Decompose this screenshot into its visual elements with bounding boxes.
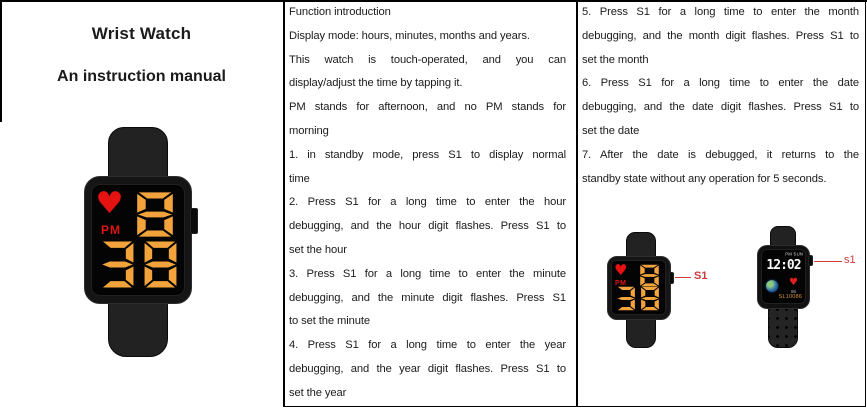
text-line: 4. Press S1 for a long time to enter the year	[289, 339, 566, 352]
paragraph	[289, 263, 566, 334]
text-line: PM stands for afternoon, and no PM stands for	[289, 101, 566, 114]
text-line: debugging, and the minute digit flashes. Press S1	[289, 291, 566, 304]
text-line: debugging, and the month digit flashes. Press S1 to	[582, 29, 859, 42]
column-divider-1	[283, 0, 285, 407]
paragraph	[289, 1, 566, 25]
watch-photo-main	[80, 105, 210, 405]
callout-line	[814, 261, 842, 262]
heart-icon: ♥	[789, 277, 798, 288]
instructions-column-2	[582, 1, 859, 191]
paragraph	[582, 72, 859, 143]
earth-icon	[766, 280, 778, 292]
table-border-left	[0, 0, 2, 122]
paragraph	[289, 49, 566, 97]
watch-screen	[761, 249, 806, 304]
text-line: 6. Press S1 for a long time to enter the date	[582, 77, 859, 90]
text-line: Display mode: hours, minutes, months and years.	[289, 29, 530, 42]
text-line: 3. Press S1 for a long time to enter the minute	[289, 267, 566, 280]
text-line: 5. Press S1 for a long time to enter the month	[582, 6, 859, 18]
led-digits-bottom	[614, 286, 662, 311]
watch-side-button	[190, 208, 198, 234]
heart-icon: ♥	[614, 261, 628, 279]
pm-indicator: PM	[101, 223, 121, 237]
text-line: Function introduction	[289, 6, 391, 18]
led-digits-bottom	[96, 240, 182, 289]
text-line: 1. in standby mode, press S1 to display normal	[289, 148, 566, 161]
text-line: set the month	[582, 53, 649, 66]
paragraph	[289, 191, 566, 262]
watch-strap-bottom	[626, 319, 656, 348]
paragraph	[289, 144, 566, 192]
paragraph	[289, 96, 566, 144]
watch-strap-bottom	[768, 308, 798, 348]
instructions-column-1	[289, 1, 566, 406]
text-line: debugging, and the year digit flashes. Press S1 to	[289, 362, 566, 375]
pm-indicator: PM	[615, 280, 627, 287]
text-line: 2. Press S1 for a long time to enter the hour	[289, 196, 566, 209]
paragraph	[582, 144, 859, 192]
watch-side-button	[808, 255, 813, 266]
text-line: morning	[289, 124, 329, 137]
watch-screen	[91, 184, 185, 296]
column-divider-2	[576, 0, 578, 407]
text-line: debugging, and the hour digit flashes. Press S1 to	[289, 220, 566, 233]
time-display: 12:02	[766, 258, 801, 273]
table-border-bottom	[283, 406, 866, 408]
watch-side-button	[669, 272, 674, 284]
button-callout-label: S1	[694, 270, 708, 282]
heart-icon: ♥	[95, 186, 124, 221]
text-line: This watch is touch-operated, and you can	[289, 53, 566, 66]
paragraph	[582, 1, 859, 72]
text-line: set the year	[289, 386, 347, 399]
screen-status-text: PM SUN	[784, 252, 803, 258]
paragraph	[289, 334, 566, 405]
watch-strap-bottom	[108, 301, 168, 357]
watch-strap-top	[626, 232, 656, 259]
button-callout-label: s1	[844, 254, 856, 266]
text-line: set the date	[582, 124, 640, 137]
figure-watch-s1	[600, 228, 740, 363]
heart-rate-value: 86	[790, 289, 796, 294]
paragraph	[289, 25, 566, 49]
screen-brand-text: SL10086	[778, 294, 802, 300]
page-title: Wrist Watch	[91, 24, 192, 43]
watch-screen	[611, 260, 666, 315]
led-digits-top	[131, 191, 179, 238]
text-line: debugging, and the date digit flashes. Press S1 to	[582, 101, 859, 114]
page-subtitle: An instruction manual	[57, 68, 226, 85]
text-line: set the hour	[289, 243, 347, 256]
text-line: standby state without any operation for 5 seconds.	[582, 172, 827, 185]
led-digits-top	[637, 264, 662, 287]
text-line: display/adjust the time by tapping it.	[289, 77, 463, 90]
figure-watch-s1-alt	[748, 222, 867, 362]
text-line: time	[289, 172, 310, 185]
text-line: 7. After the date is debugged, it returns to the	[582, 148, 859, 161]
text-line: to set the minute	[289, 315, 371, 328]
callout-line	[675, 277, 691, 278]
